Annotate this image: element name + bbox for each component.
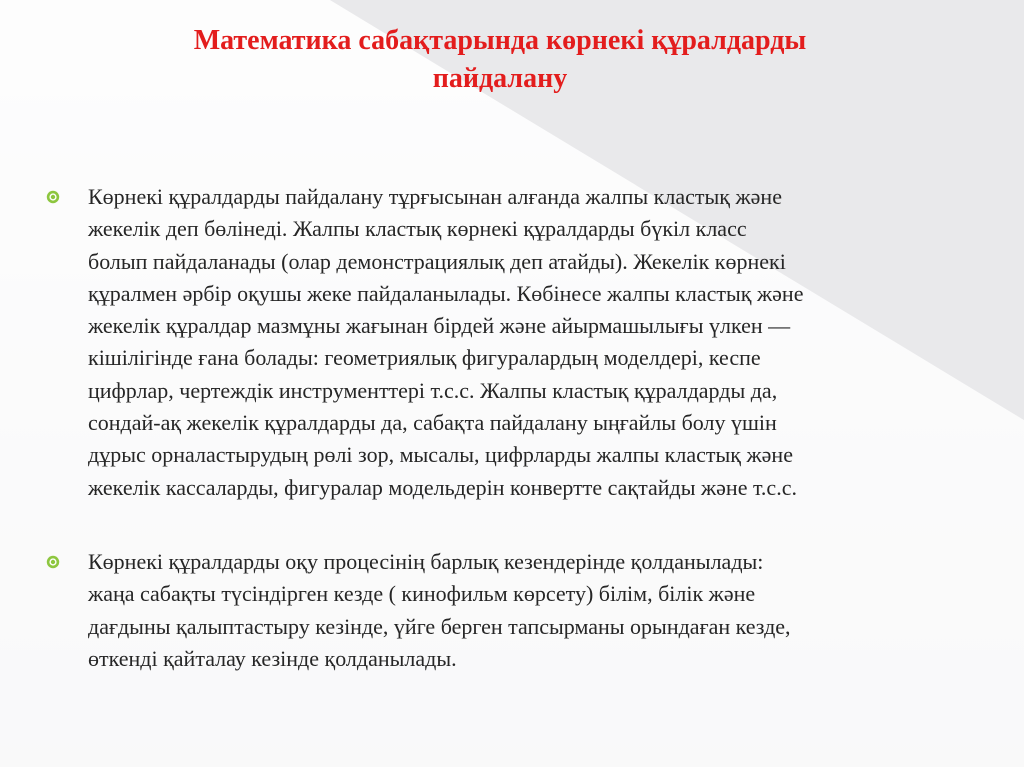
bullet-item-2: [40, 546, 980, 675]
bullet-1-line-4: құралмен әрбір оқушы жеке пайдаланылады. Көбінесе жалпы кластық және: [88, 280, 804, 306]
slide-title-line-1: Математика сабақтарында көрнекі құралдарды: [193, 25, 807, 56]
bullet-2-line-4: өткенді қайталау кезінде қолданылады.: [88, 645, 457, 671]
slide-title: [100, 22, 900, 98]
bullet-1-line-5: жекелік құралдар мазмұны жағынан бірдей және айырмашылығы үлкен —: [88, 313, 791, 339]
slide-title-line-2: пайдалану: [432, 63, 568, 94]
bullet-1-line-2: жекелік деп бөлінеді. Жалпы кластық көрнекі құралдарды бүкіл класс: [88, 216, 747, 242]
bullet-1-line-7: цифрлар, чертеждік инструменттері т.с.с. Жалпы кластық құралдарды да,: [88, 377, 778, 403]
bullet-1-line-3: болып пайдаланады (олар демонстрациялық деп атайды). Жекелік көрнекі: [88, 248, 786, 274]
bullet-1-line-10: жекелік кассаларды, фигуралар модельдерін конвертте сақтайды және т.с.с.: [88, 474, 797, 500]
bullet-2-line-1: Көрнекі құралдарды оқу процесінің барлық кезендерінде қолданылады:: [88, 548, 764, 574]
bullet-item-1: [40, 181, 980, 504]
bullet-2-line-2: жаңа сабақты түсіндірген кезде ( кинофильм көрсету) білім, білік және: [88, 581, 756, 607]
bullet-1-line-9: дұрыс орналастырудың рөлі зор, мысалы, цифрларды жалпы кластық және: [88, 442, 793, 468]
bullet-1-line-1: Көрнекі құралдарды пайдалану тұрғысынан алғанда жалпы кластық және: [88, 184, 782, 209]
circle-bullet-icon: [46, 555, 60, 569]
circle-bullet-icon: [46, 190, 60, 204]
bullet-list: [40, 181, 980, 675]
bullet-2-line-3: дағдыны қалыптастыру кезінде, үйге берген тапсырманы орындаған кезде,: [88, 613, 791, 639]
bullet-1-line-6: кішілігінде ғана болады: геометриялық фигуралардың моделдері, кеспе: [88, 345, 761, 371]
bullet-1-line-8: сондай-ақ жекелік құралдарды да, сабақта пайдалану ыңғайлы болу үшін: [88, 410, 777, 436]
